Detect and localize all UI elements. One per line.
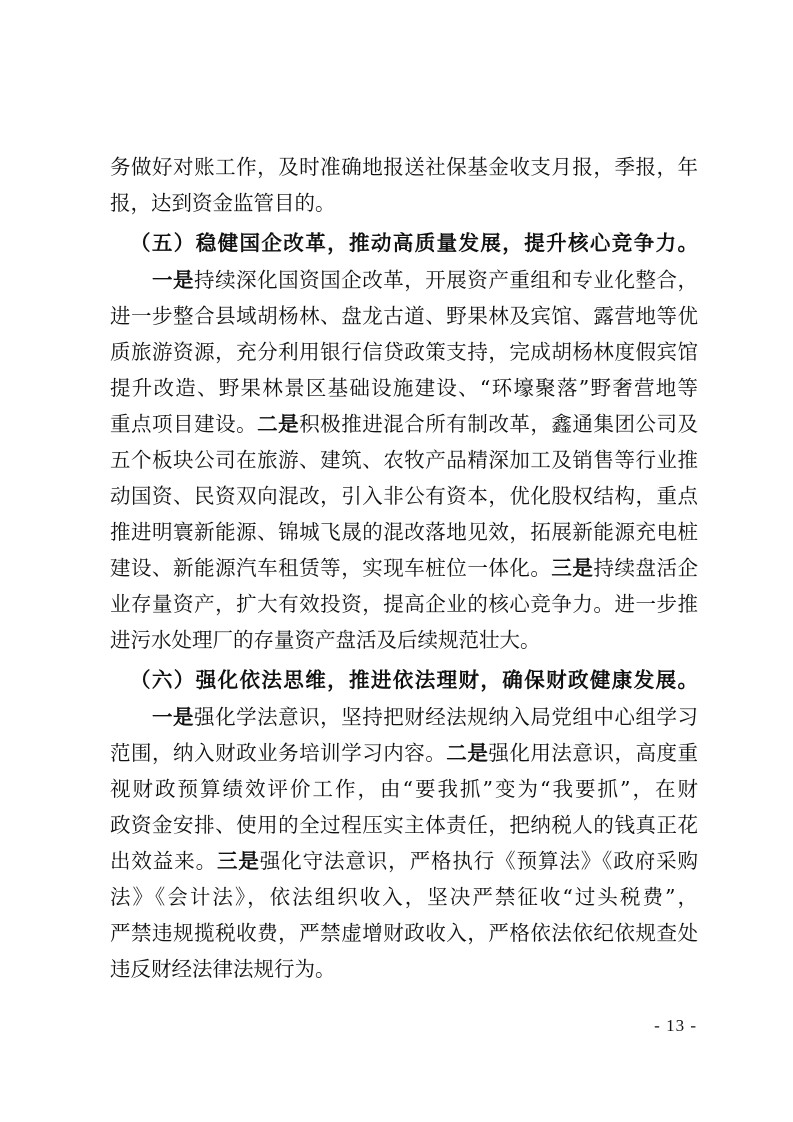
body-line-18 [110, 771, 698, 807]
line-text: 积极推进混合所有制改革，鑫通集团公司及 [299, 412, 699, 436]
body-line-5 [110, 298, 698, 334]
line-text: 政资金安排、使用的全过程压实主体责任，把纳税人的钱真正花 [110, 813, 698, 837]
body-line-9 [110, 442, 698, 478]
line-text: 建设、新能源汽车租赁等，实现车桩位一体化。 [110, 556, 552, 580]
body-line-12 [110, 550, 698, 586]
line-text: 提升改造、野果林景区基础设施建设、“环壕聚落”野奢营地等 [110, 376, 698, 400]
line-text: 务做好对账工作，及时准确地报送社保基金收支月报，季报，年 [110, 155, 698, 179]
line-text: 范围，纳入财政业务培训学习内容。 [110, 741, 447, 765]
emphasis-label: 三是 [551, 556, 594, 580]
body-line-8 [110, 406, 698, 442]
page-number: - 13 - [654, 1016, 697, 1035]
line-text: 强化守法意识，严格执行《预算法》《政府采购 [259, 849, 699, 873]
body-line-2 [110, 185, 698, 221]
line-text: 质旅游资源，充分利用银行信贷政策支持，完成胡杨林度假宾馆 [110, 340, 698, 364]
body-line-11 [110, 514, 698, 550]
line-text: 严禁违规揽税收费，严禁虚增财政收入，严格依法依纪依规查处 [110, 921, 698, 945]
heading-text: （六）强化依法思维，推进依法理财，确保财政健康发展。 [130, 668, 698, 692]
section-heading-6 [130, 662, 698, 698]
line-text: 报，达到资金监管目的。 [110, 191, 336, 215]
body-line-17 [110, 735, 698, 771]
line-text: 违反财经法律法规行为。 [110, 957, 336, 981]
line-text: 持续深化国资国企改革，开展资产重组和专业化整合， [194, 268, 699, 292]
body-line-10 [110, 478, 698, 514]
line-text: 进一步整合县域胡杨林、盘龙古道、野果林及宾馆、露营地等优 [110, 304, 698, 328]
body-line-14 [110, 622, 698, 658]
emphasis-label: 三是 [217, 849, 260, 873]
emphasis-label: 二是 [257, 412, 300, 436]
line-text: 强化学法意识，坚持把财经法规纳入局党组中心组学习 [194, 705, 699, 729]
line-text: 持续盘活企 [593, 556, 699, 580]
line-text: 强化用法意识，高度重 [488, 741, 699, 765]
body-line-7 [110, 370, 698, 406]
body-line-16 [152, 699, 698, 735]
line-text: 业存量资产，扩大有效投资，提高企业的核心竞争力。进一步推 [110, 592, 698, 616]
emphasis-label: 一是 [152, 268, 195, 292]
body-line-20 [110, 843, 698, 879]
body-line-19 [110, 807, 698, 843]
line-text: 重点项目建设。 [110, 412, 258, 436]
emphasis-label: 一是 [152, 705, 195, 729]
heading-text: （五）稳健国企改革，推动高质量发展，提升核心竞争力。 [130, 231, 698, 255]
emphasis-label: 二是 [446, 741, 489, 765]
line-text: 推进明寰新能源、锦城飞晟的混改落地见效，拓展新能源充电桩 [110, 520, 698, 544]
line-text: 出效益来。 [110, 849, 217, 873]
line-text: 法》《会计法》，依法组织收入，坚决严禁征收“过头税费”， [110, 885, 698, 909]
body-line-6 [110, 334, 698, 370]
line-text: 视财政预算绩效评价工作，由“要我抓”变为“我要抓”，在财 [110, 777, 698, 801]
body-line-1 [110, 149, 698, 185]
body-line-13 [110, 586, 698, 622]
body-line-21 [110, 879, 698, 915]
line-text: 进污水处理厂的存量资产盘活及后续规范壮大。 [110, 628, 541, 652]
line-text: 动国资、民资双向混改，引入非公有资本，优化股权结构，重点 [110, 484, 698, 508]
body-line-4 [152, 262, 698, 298]
section-heading-5 [130, 225, 698, 261]
body-line-23 [110, 951, 698, 987]
body-line-22 [110, 915, 698, 951]
line-text: 五个板块公司在旅游、建筑、农牧产品精深加工及销售等行业推 [110, 448, 698, 472]
